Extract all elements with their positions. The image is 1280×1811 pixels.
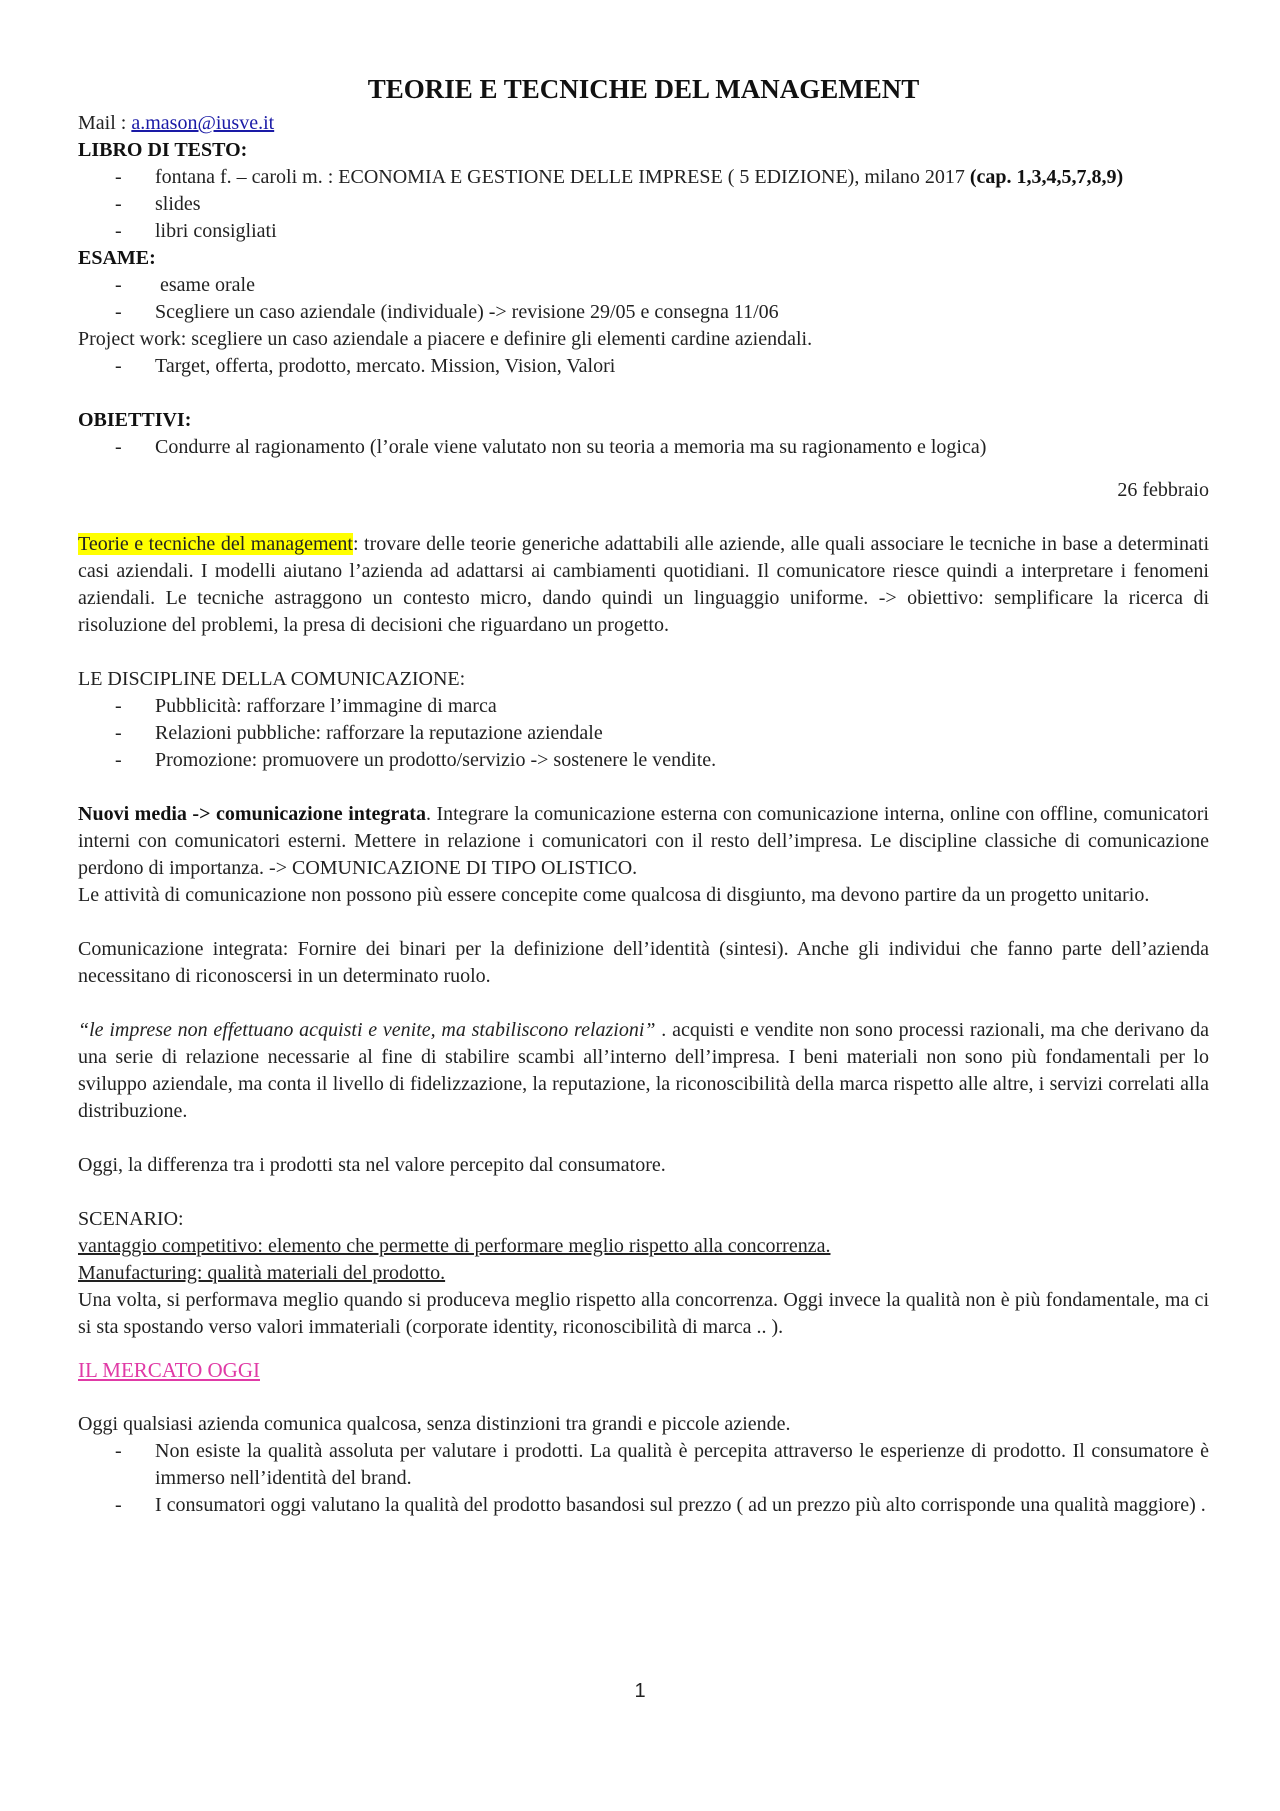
list-item: - Relazioni pubbliche: rafforzare la reputazione aziendale [78,720,1209,747]
list-item: - I consumatori oggi valutano la qualità del prodotto basandosi sul prezzo ( ad un prezzo più alto corrisponde una qualità maggiore) . [78,1492,1209,1519]
highlighted-term: Teorie e tecniche del management [78,533,353,555]
italic-quote: “le imprese non effettuano acquisti e venite, ma stabiliscono relazioni” [78,1019,656,1041]
paragraph-quote [78,1017,1209,1125]
scenario-underlined-2: Manufacturing: qualità materiali del prodotto. [78,1262,446,1284]
libro-item-chapters: (cap. 1,3,4,5,7,8,9) [969,166,1124,188]
paragraph-valore: Oggi, la differenza tra i prodotti sta nel valore percepito dal consumatore. [78,1154,666,1176]
paragraph-text: . acquisti e vendite non sono processi razionali, ma che derivano da una serie di relazione necessarie al fine di stabilire scambi all’interno dell’impresa. I beni materiali non sono più fondamentali per lo sviluppo aziendale, ma conta il livello di fidelizzazione, la reputazione, la riconoscibilità della marca rispetto alle altre, i servizi correlati alla distribuzione. [78,1019,1209,1122]
scenario-heading: SCENARIO: [78,1208,184,1230]
list-item: - Scegliere un caso aziendale (individuale) -> revisione 29/05 e consegna 11/06 [78,299,1209,326]
mail-line [78,110,1209,137]
scenario-underlined-1: vantaggio competitivo: elemento che permette di performare meglio rispetto alla concorrenza. [78,1235,831,1257]
list-item: - Non esiste la qualità assoluta per valutare i prodotti. La qualità è percepita attraverso le esperienze di prodotto. Il consumatore è immerso nell’identità del brand. [78,1438,1209,1492]
mercato-list [78,1438,1209,1519]
scenario-text: Una volta, si performava meglio quando si produceva meglio rispetto alla concorrenza. Oggi invece la qualità non è più fondamentale, ma ci si sta spostando verso valori immateriali (corporate identity, riconoscibilità di marca .. ). [78,1289,1209,1338]
page-number: 1 [634,1680,646,1702]
obiettivi-heading: OBIETTIVI: [78,409,192,431]
mail-link[interactable]: a.mason@iusve.it [131,112,275,134]
lesson-date: 26 febbraio [1117,479,1209,501]
esame-list [78,272,1209,326]
list-item: - libri consigliati [78,218,1209,245]
libro-list [78,164,1209,245]
bold-term: Nuovi media -> comunicazione integrata [78,803,426,825]
obiettivi-list [78,434,1209,461]
esame-heading: ESAME: [78,247,156,269]
paragraph-attivita: Le attività di comunicazione non possono più essere concepite come qualcosa di disgiunto, ma devono partire da un progetto unitario. [78,884,1150,906]
discipline-heading: LE DISCIPLINE DELLA COMUNICAZIONE: [78,668,466,690]
project-work-text: Project work: scegliere un caso aziendale a piacere e definire gli elementi cardine aziendali. [78,328,813,350]
list-item: - esame orale [78,272,1209,299]
libro-item-text: fontana f. – caroli m. : ECONOMIA E GESTIONE DELLE IMPRESE ( 5 EDIZIONE), milano 2017 [155,166,970,188]
list-item: - Condurre al ragionamento (l’orale viene valutato non su teoria a memoria ma su ragionamento e logica) [78,434,1209,461]
list-item: - Pubblicità: rafforzare l’immagine di marca [78,693,1209,720]
document-title: TEORIE E TECNICHE DEL MANAGEMENT [367,74,920,104]
paragraph-comunicazione-integrata: Comunicazione integrata: Fornire dei binari per la definizione dell’identità (sintesi). Anche gli individui che fanno parte dell’azienda necessitano di riconoscersi in un determinato ruolo. [78,938,1209,987]
project-list [78,353,1209,380]
mercato-heading: IL MERCATO OGGI [78,1358,260,1382]
paragraph-nuovi-media [78,801,1209,882]
paragraph-teorie [78,531,1209,639]
paragraph-text: : trovare delle teorie generiche adattabili alle aziende, alle quali associare le tecniche in base a determinati casi aziendali. I modelli aiutano l’azienda ad adattarsi ai cambiamenti quotidiani. Il comunicatore riesce quindi a interpretare i fenomeni aziendali. Le tecniche astraggono un contesto micro, dando quindi un linguaggio uniforme. -> obiettivo: semplificare la ricerca di risoluzione del problemi, la presa di decisioni che riguardano un progetto. [78,533,1210,636]
mercato-intro: Oggi qualsiasi azienda comunica qualcosa, senza distinzioni tra grandi e piccole aziende. [78,1413,791,1435]
paragraph-text: . Integrare la comunicazione esterna con comunicazione interna, online con offline, comunicatori interni con comunicatori esterni. Mettere in relazione i comunicatori con il resto dell’impresa. Le discipline classiche di comunicazione perdono di importanza. -> COMUNICAZIONE DI TIPO OLISTICO. [78,803,1209,879]
document-page [78,70,1209,1519]
list-item: - slides [78,191,1209,218]
list-item: - Promozione: promuovere un prodotto/servizio -> sostenere le vendite. [78,747,1209,774]
list-item: - Target, offerta, prodotto, mercato. Mission, Vision, Valori [78,353,1209,380]
mail-label: Mail : [78,112,132,134]
list-item [78,164,1209,191]
discipline-list [78,693,1209,774]
libro-heading: LIBRO DI TESTO: [78,139,248,161]
